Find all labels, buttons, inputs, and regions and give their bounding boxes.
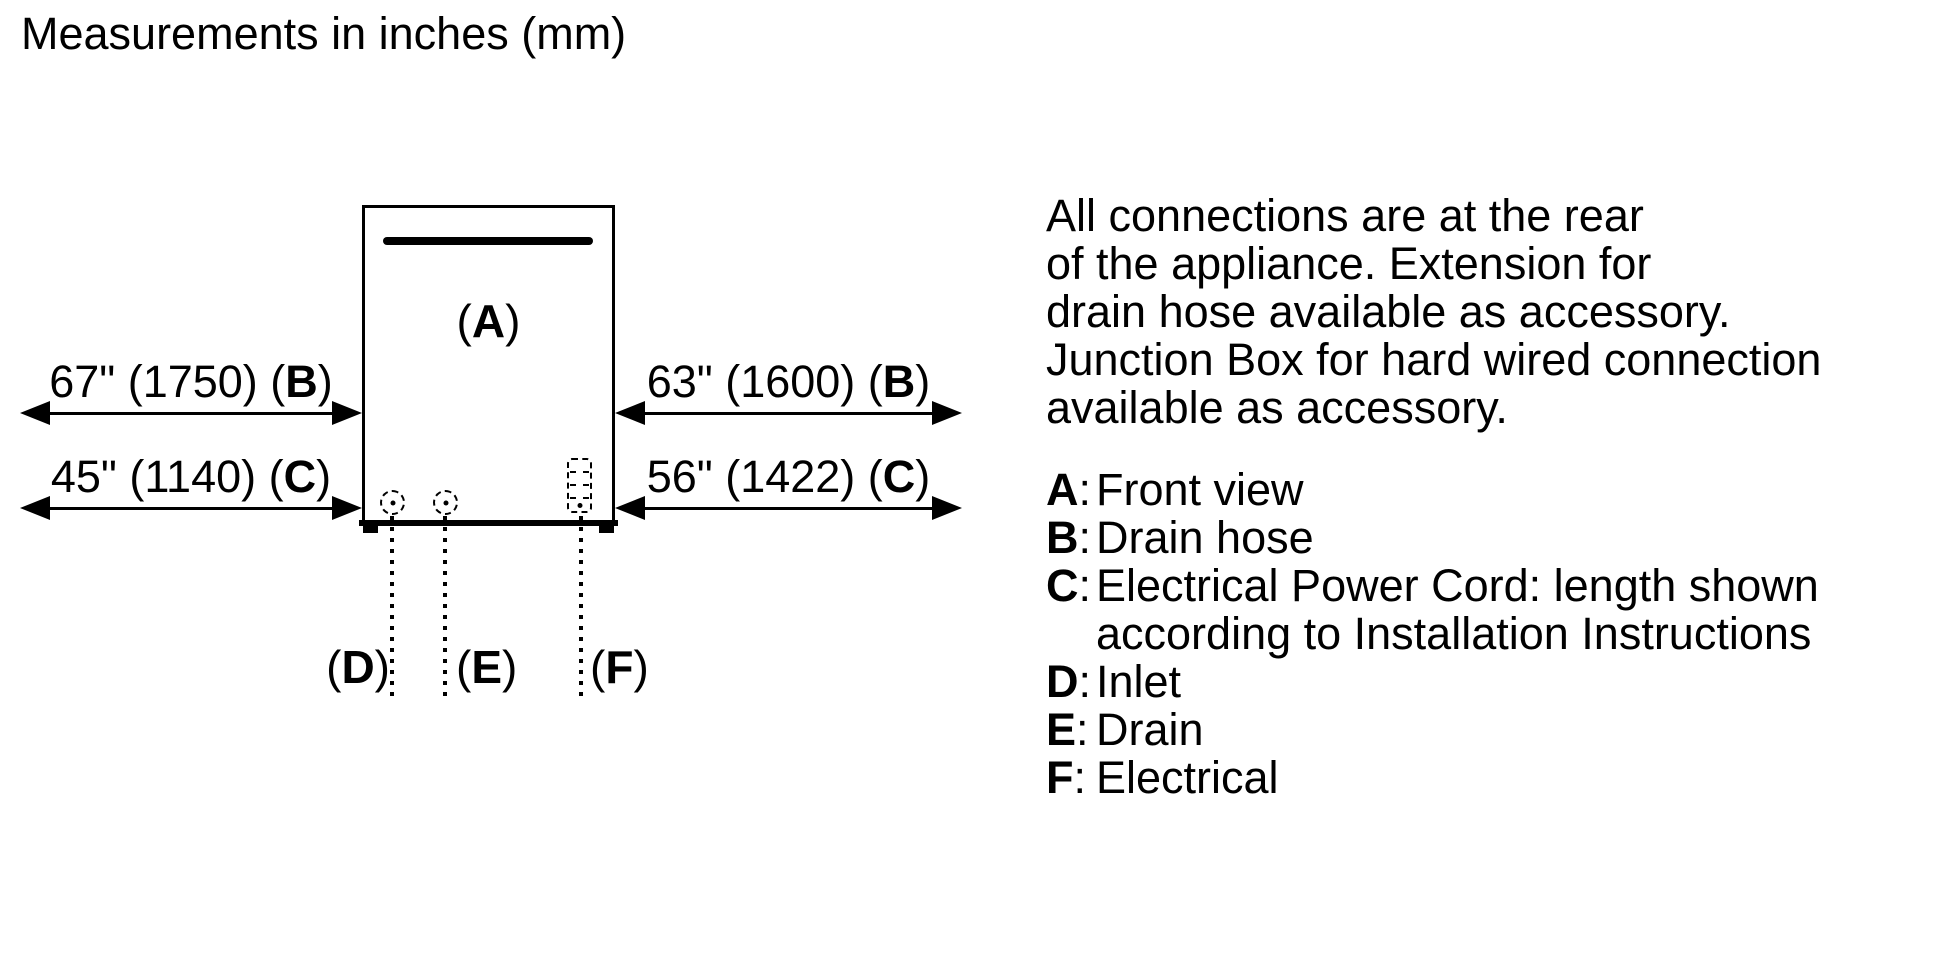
note-line: Junction Box for hard wired connection <box>1046 334 1822 385</box>
label-letter: F <box>605 641 634 693</box>
label-front-view-letter: A <box>471 295 506 347</box>
legend <box>1046 466 1819 802</box>
dimension-letter: B <box>882 356 916 407</box>
legend-letter: E <box>1046 704 1077 755</box>
label-inlet <box>316 640 390 694</box>
terminal-center-dot <box>577 503 582 508</box>
label-front-view <box>362 294 615 348</box>
inlet-port-center-dot <box>390 500 395 505</box>
electrical-leader-line <box>579 516 583 696</box>
dimension-label-left-cord <box>20 451 362 503</box>
dimension-value: 63" (1600) ( <box>646 356 883 407</box>
legend-item-inlet <box>1046 658 1819 706</box>
appliance-foot-right <box>599 526 614 533</box>
legend-item-drain <box>1046 706 1819 754</box>
legend-item-electrical <box>1046 754 1819 802</box>
note-line: drain hose available as accessory. <box>1046 286 1731 337</box>
legend-separator: : <box>1078 656 1092 707</box>
legend-key <box>1046 658 1096 706</box>
legend-letter: A <box>1046 464 1079 515</box>
dimension-suffix: ) <box>915 451 931 502</box>
label-electrical <box>590 640 649 694</box>
legend-separator: : <box>1078 464 1092 515</box>
label-front-view-suffix: ) <box>505 295 521 347</box>
terminal-rung <box>570 471 589 473</box>
arrow-shaft <box>46 412 336 415</box>
legend-separator: : <box>1078 560 1092 611</box>
dimension-letter: C <box>882 451 916 502</box>
label-letter: D <box>341 641 375 693</box>
label-prefix: ( <box>456 641 472 693</box>
legend-key <box>1046 514 1096 562</box>
legend-text: Drain <box>1096 704 1204 755</box>
legend-key <box>1046 562 1096 658</box>
legend-text-continued: according to Installation Instructions <box>1096 608 1812 659</box>
legend-text: Inlet <box>1096 656 1182 707</box>
drain-port-icon <box>433 490 458 515</box>
electrical-terminal-icon <box>567 458 592 513</box>
label-suffix: ) <box>502 641 518 693</box>
legend-letter: C <box>1046 560 1079 611</box>
dimension-value: 67" (1750) ( <box>49 356 286 407</box>
note-line: available as accessory. <box>1046 382 1508 433</box>
dimension-label-left-drain <box>20 356 362 408</box>
legend-letter: B <box>1046 512 1079 563</box>
legend-text: Electrical <box>1096 752 1279 803</box>
dimension-suffix: ) <box>915 356 931 407</box>
label-drain <box>456 640 517 694</box>
door-handle <box>383 237 593 245</box>
legend-text: Drain hose <box>1096 512 1314 563</box>
label-suffix: ) <box>374 641 390 693</box>
legend-item-power-cord <box>1046 562 1819 658</box>
inlet-port-icon <box>380 490 405 515</box>
appliance-foot-left <box>363 526 378 533</box>
dimension-value: 45" (1140) ( <box>50 451 284 502</box>
terminal-rung <box>570 497 589 499</box>
label-letter: E <box>471 641 503 693</box>
page-title: Measurements in inches (mm) <box>21 8 627 59</box>
legend-key <box>1046 754 1096 802</box>
dimension-label-right-cord <box>615 451 962 503</box>
legend-item-front-view <box>1046 466 1819 514</box>
arrow-shaft <box>46 507 336 510</box>
dimension-suffix: ) <box>316 451 332 502</box>
label-prefix: ( <box>590 641 606 693</box>
dimension-suffix: ) <box>317 356 333 407</box>
legend-text: Front view <box>1096 464 1304 515</box>
legend-letter: F <box>1046 752 1074 803</box>
arrow-shaft <box>641 412 936 415</box>
legend-separator: : <box>1073 752 1087 803</box>
legend-letter: D <box>1046 656 1079 707</box>
arrow-shaft <box>641 507 936 510</box>
legend-text-wrap <box>1096 562 1819 658</box>
legend-item-drain-hose <box>1046 514 1819 562</box>
inlet-leader-line <box>390 516 394 696</box>
legend-text: Electrical Power Cord: length shown <box>1096 560 1819 611</box>
legend-key <box>1046 706 1096 754</box>
note-line: of the appliance. Extension for <box>1046 238 1652 289</box>
note-line: All connections are at the rear <box>1046 190 1644 241</box>
legend-separator: : <box>1078 512 1092 563</box>
dimension-letter: C <box>283 451 317 502</box>
label-front-view-prefix: ( <box>456 295 472 347</box>
dimension-value: 56" (1422) ( <box>646 451 883 502</box>
label-prefix: ( <box>326 641 342 693</box>
terminal-rung <box>570 484 589 486</box>
drain-port-center-dot <box>443 500 448 505</box>
legend-key <box>1046 466 1096 514</box>
label-suffix: ) <box>633 641 649 693</box>
dimension-letter: B <box>285 356 318 407</box>
dimension-label-right-drain <box>615 356 962 408</box>
legend-separator: : <box>1076 704 1089 755</box>
drain-leader-line <box>443 516 447 696</box>
connections-note <box>1046 192 1821 432</box>
